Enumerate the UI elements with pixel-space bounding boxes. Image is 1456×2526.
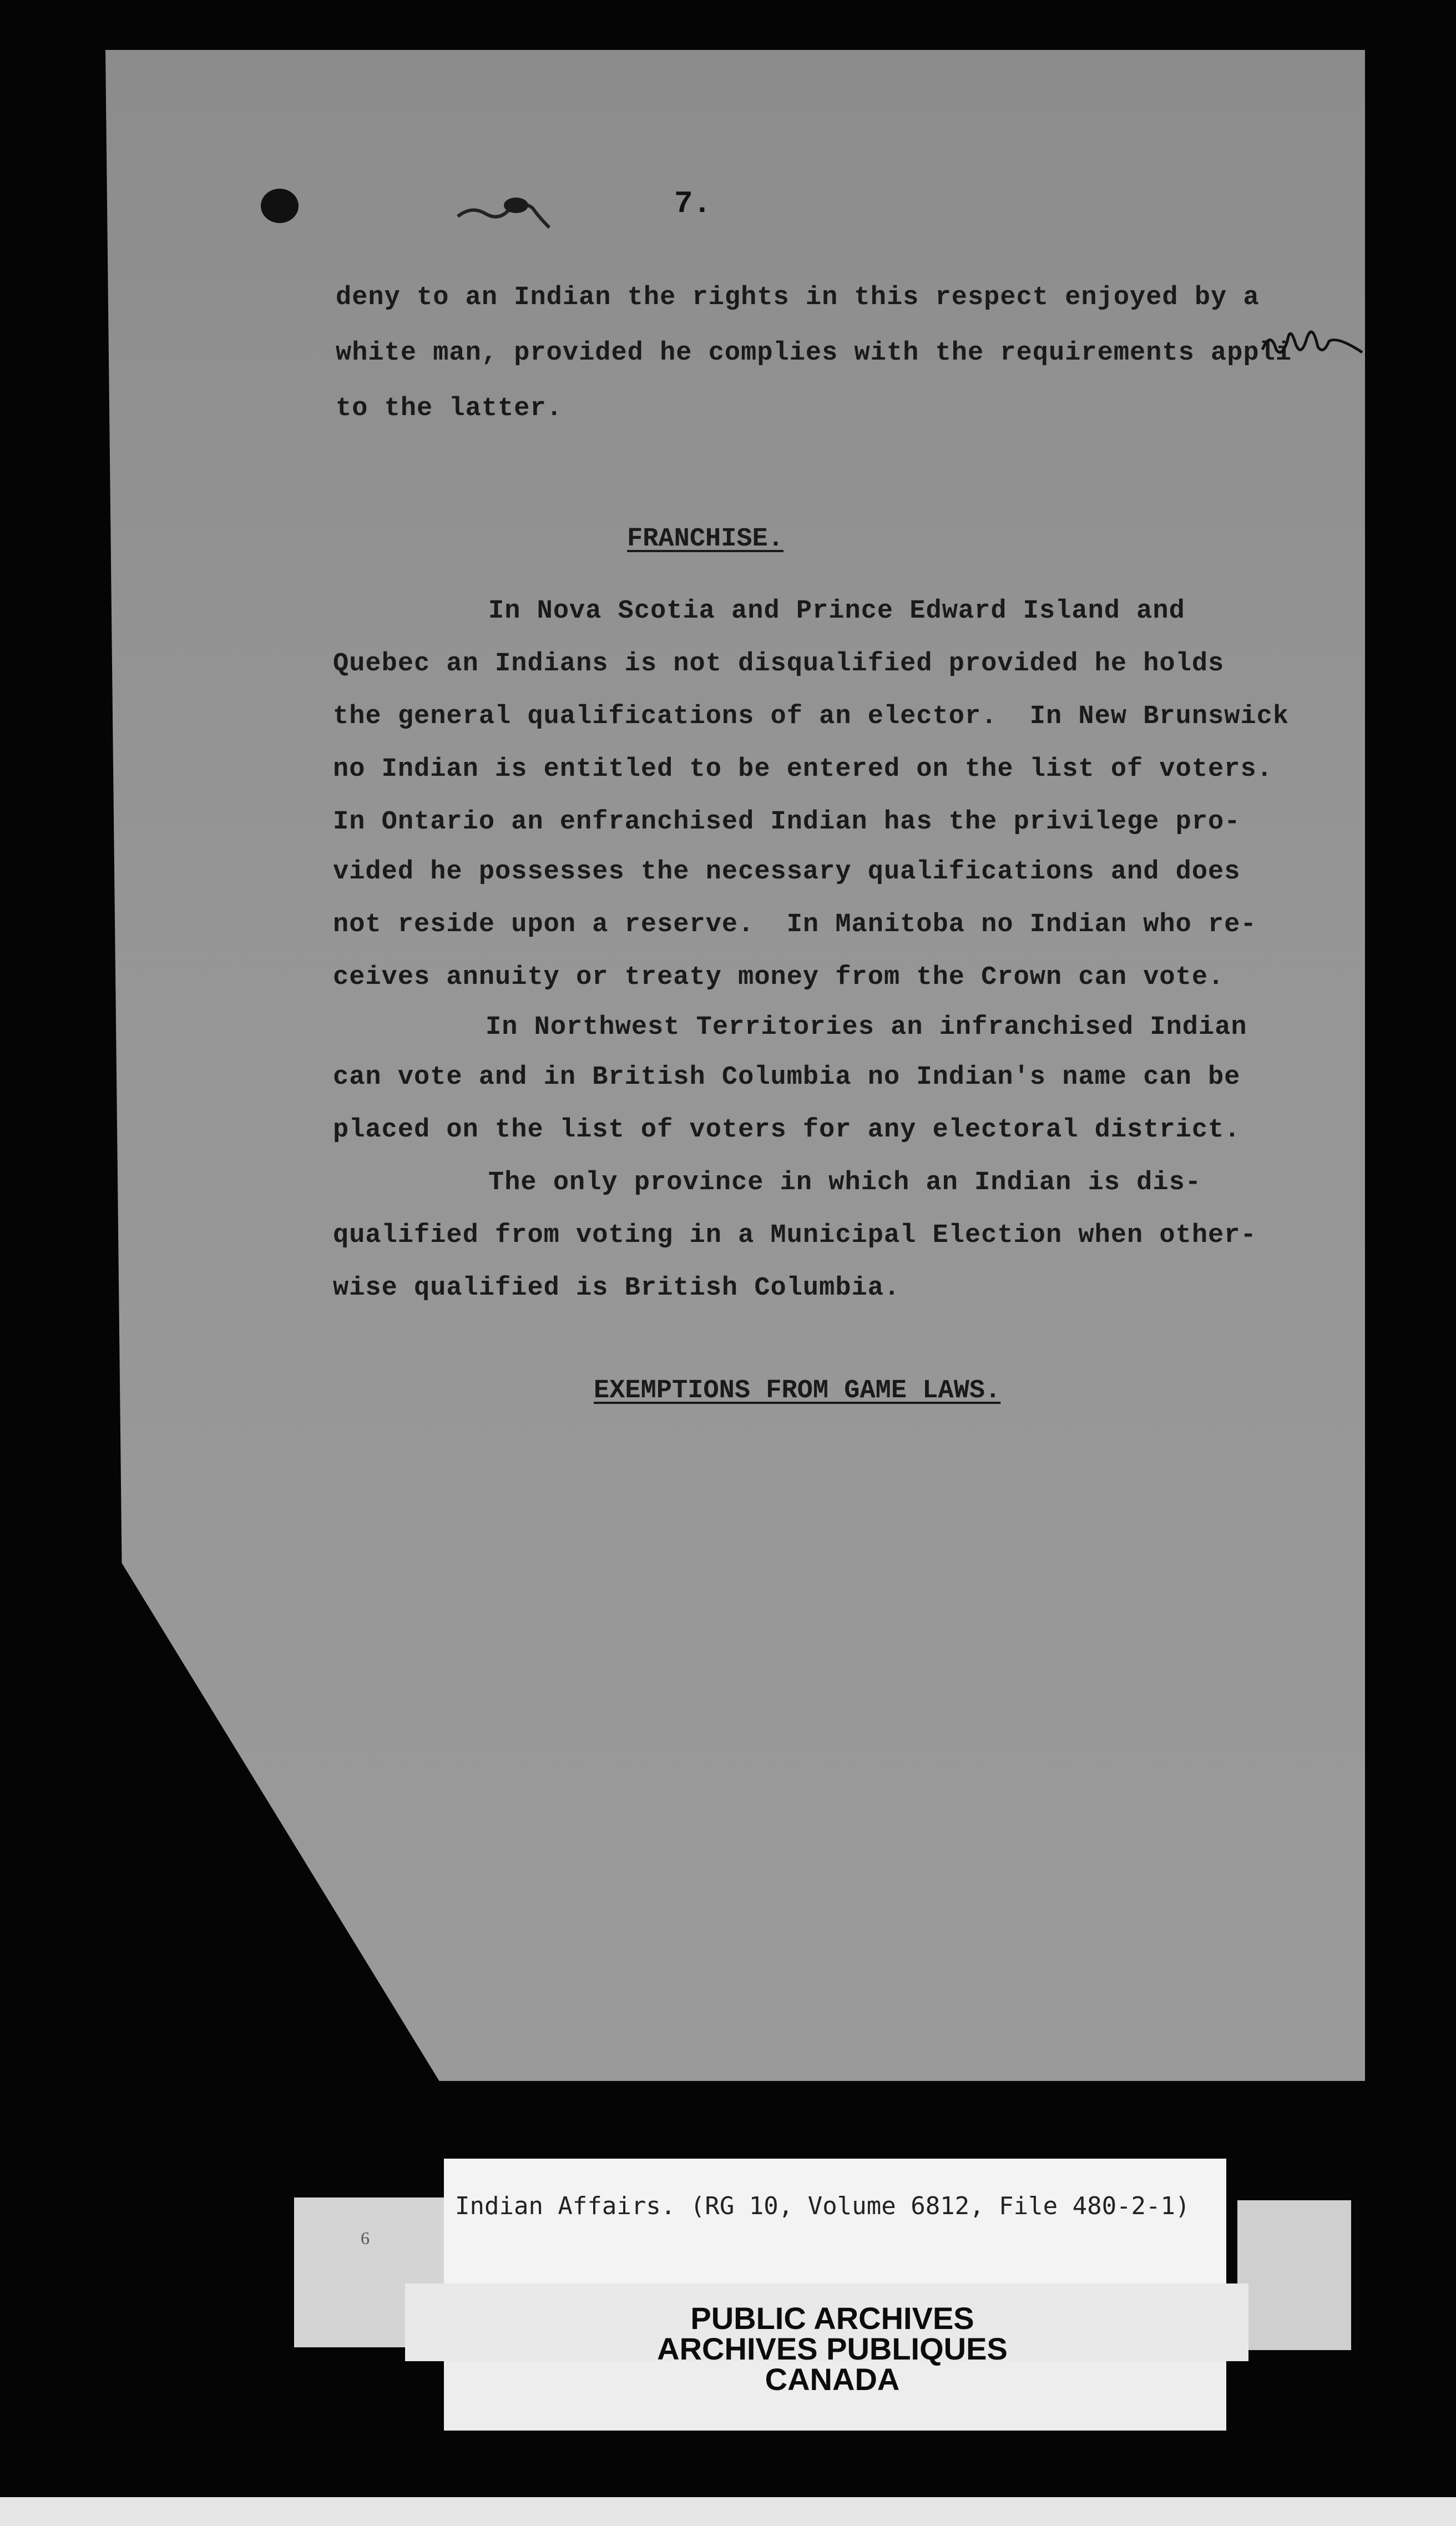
body-line: vided he possesses the necessary qualifications and does bbox=[333, 857, 1241, 887]
side-mark: 6 bbox=[361, 2228, 370, 2248]
body-line: In Northwest Territories an infranchised Indian bbox=[486, 1013, 1247, 1042]
body-line: deny to an Indian the rights in this respect enjoyed by a bbox=[336, 283, 1260, 312]
archive-reference-label bbox=[444, 2159, 1226, 2286]
body-line: In Nova Scotia and Prince Edward Island and bbox=[488, 597, 1185, 626]
archive-reference: Indian Affairs. (RG 10, Volume 6812, File 480-2-1) bbox=[455, 2192, 1190, 2220]
stamp-line-1: PUBLIC ARCHIVES bbox=[690, 2301, 974, 2336]
film-strip-right bbox=[1237, 2200, 1351, 2350]
body-line: to the latter. bbox=[336, 394, 563, 423]
body-line: Quebec an Indians is not disqualified provided he holds bbox=[333, 649, 1225, 679]
body-line: ceives annuity or treaty money from the Crown can vote. bbox=[333, 963, 1225, 992]
body-line: the general qualifications of an elector. In New Brunswick bbox=[333, 702, 1290, 731]
punch-hole bbox=[261, 189, 299, 223]
body-line: The only province in which an Indian is dis- bbox=[488, 1168, 1202, 1198]
body-line: no Indian is entitled to be entered on the list of voters. bbox=[333, 755, 1273, 784]
body-line: placed on the list of voters for any electoral district. bbox=[333, 1115, 1241, 1145]
page-number: 7. bbox=[674, 186, 712, 221]
stamp-line-2: ARCHIVES PUBLIQUES bbox=[657, 2331, 1008, 2366]
ink-scribble bbox=[455, 189, 555, 233]
body-line: can vote and in British Columbia no Indian's name can be bbox=[333, 1063, 1241, 1092]
franchise-heading: FRANCHISE. bbox=[627, 524, 784, 554]
body-line: white man, provided he complies with the requirements appli bbox=[336, 339, 1292, 368]
body-line: In Ontario an enfranchised Indian has the privilege pro- bbox=[333, 807, 1241, 837]
stamp-line-3: CANADA bbox=[765, 2362, 900, 2397]
body-line: not reside upon a reserve. In Manitoba no Indian who re- bbox=[333, 910, 1257, 939]
body-line: qualified from voting in a Municipal Election when other- bbox=[333, 1221, 1257, 1250]
body-line: wise qualified is British Columbia. bbox=[333, 1274, 901, 1303]
exemptions-heading: EXEMPTIONS FROM GAME LAWS. bbox=[594, 1376, 1001, 1406]
scan-bottom-edge bbox=[0, 2497, 1456, 2526]
handwritten-correction bbox=[1260, 319, 1365, 369]
